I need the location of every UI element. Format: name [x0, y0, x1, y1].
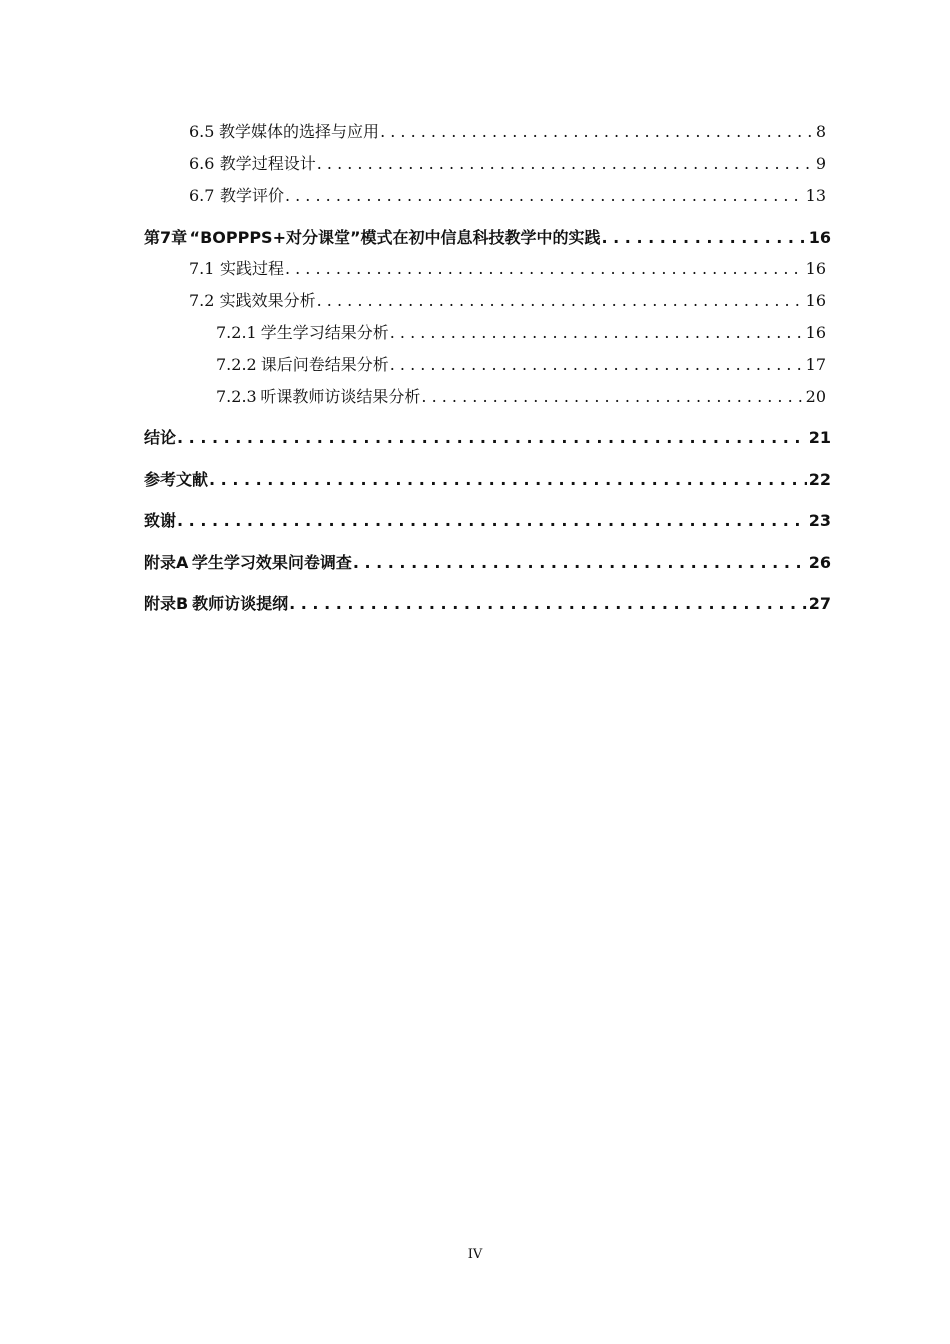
toc-title: 课后问卷结果分析: [260, 355, 389, 374]
toc-page-number: 16: [808, 228, 831, 247]
toc-number: 7.2: [189, 291, 215, 310]
toc-page-number: 16: [805, 259, 826, 278]
toc-number: 附录A: [144, 553, 189, 572]
toc-entry-6-5[interactable]: [189, 122, 826, 142]
toc-entry-7-2-3[interactable]: [216, 387, 826, 407]
toc-page-number: 13: [805, 186, 826, 205]
toc-entry-chapter-7[interactable]: [144, 228, 831, 248]
toc-leader-dots: [285, 186, 804, 206]
toc-number: 7.2.3: [216, 387, 257, 406]
toc-entry-appendix-b[interactable]: [144, 594, 831, 614]
toc-entry-conclusion[interactable]: [144, 428, 831, 448]
toc-title: 致谢: [144, 511, 177, 530]
toc-entry-references[interactable]: [144, 470, 831, 490]
toc-entry-6-7[interactable]: [189, 186, 826, 206]
toc-leader-dots: [390, 355, 804, 375]
toc-page-number: 21: [808, 428, 831, 447]
toc-title: 听课教师访谈结果分析: [260, 387, 421, 406]
toc-title: 学生学习结果分析: [260, 323, 389, 342]
toc-leader-dots: [380, 122, 814, 142]
toc-entry-6-6[interactable]: [189, 154, 826, 174]
toc-title: 实践过程: [219, 259, 284, 278]
toc-page-number: 20: [805, 387, 826, 406]
toc-leader-dots: [390, 323, 804, 343]
toc-entry-appendix-a[interactable]: [144, 553, 831, 573]
toc-title: 教学评价: [219, 186, 284, 205]
toc-number: 6.5: [189, 122, 215, 141]
toc-entry-acknowledgements[interactable]: [144, 511, 831, 531]
toc-title: 教师访谈提纲: [192, 594, 289, 613]
toc-leader-dots: [285, 259, 804, 279]
toc-title: 教学过程设计: [219, 154, 316, 173]
toc-page-number: 23: [808, 511, 831, 530]
toc-leader-dots: [289, 594, 807, 614]
toc-title: 参考文献: [144, 470, 209, 489]
toc-page-number: 26: [808, 553, 831, 572]
toc-entry-7-2[interactable]: [189, 291, 826, 311]
toc-leader-dots: [317, 291, 804, 311]
toc-page-number: 27: [808, 594, 831, 613]
toc-entry-7-1[interactable]: [189, 259, 826, 279]
toc-title: 教学媒体的选择与应用: [219, 122, 380, 141]
toc-number: 第7章: [144, 228, 188, 247]
toc-entry-7-2-2[interactable]: [216, 355, 826, 375]
toc-page-number: 22: [808, 470, 831, 489]
toc-page-number: 17: [805, 355, 826, 374]
toc-number: 6.6: [189, 154, 215, 173]
toc-leader-dots: [421, 387, 803, 407]
toc-title: “BOPPPS+对分课堂”模式在初中信息科技教学中的实践: [189, 228, 601, 247]
toc-leader-dots: [209, 470, 807, 490]
toc-title: 实践效果分析: [219, 291, 316, 310]
toc-number: 7.2.2: [216, 355, 257, 374]
toc-leader-dots: [177, 511, 807, 531]
toc-leader-dots: [317, 154, 814, 174]
toc-page-number: 8: [815, 122, 826, 141]
toc-leader-dots: [353, 553, 807, 573]
toc-number: 6.7: [189, 186, 215, 205]
toc-number: 7.1: [189, 259, 215, 278]
toc-leader-dots: [177, 428, 807, 448]
toc-page-number: 9: [815, 154, 826, 173]
toc-title: 学生学习效果问卷调查: [191, 553, 352, 572]
toc-entry-7-2-1[interactable]: [216, 323, 826, 343]
toc-title: 结论: [144, 428, 177, 447]
toc-leader-dots: [602, 228, 807, 248]
toc-page-number: 16: [805, 291, 826, 310]
toc-number: 7.2.1: [216, 323, 257, 342]
toc-number: 附录B: [144, 594, 189, 613]
toc-page-number: 16: [805, 323, 826, 342]
page-footer-number: IV: [467, 1247, 483, 1262]
